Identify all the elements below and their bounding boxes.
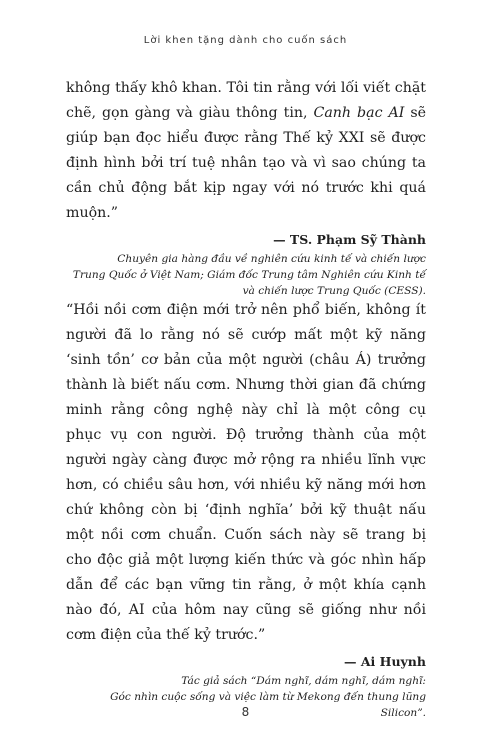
endorsement-2 xyxy=(66,298,426,721)
credential-line: Chuyên gia hàng đầu về nghiên cứu kinh tế và chiến lược xyxy=(117,253,426,265)
endorsement-1-text-before: không thấy khô khan. Tôi tin rằng với lối viết chặt chẽ, gọn gàng và giàu thông tin, xyxy=(66,80,426,121)
credential-line: và chiến lược Trung Quốc (CESS). xyxy=(242,285,426,297)
credential-line: Góc nhìn cuộc sống và việc làm từ Mekong đến thung lũng Silicon”. xyxy=(110,691,426,719)
credential-line: Trung Quốc ở Việt Nam; Giám đốc Trung tâm Nghiên cứu Kinh tế xyxy=(72,269,426,281)
endorsement-2-text: “Hồi nồi cơm điện mới trở nên phổ biến, không ít người đã lo rằng nó sẽ cướp mất một kỹ năng ‘sinh tồn’ cơ bản của một người (châu Á) trưởng thành là biết nấu cơm. Nhưng thời gian đã chứng minh rằng công nghệ này chỉ là một công cụ phục vụ con người. Độ trưởng thành của một người ngày càng được mở rộng ra nhiều lĩnh vực hơn, có chiều sâu hơn, với nhiều kỹ năng mới hơn chứ không còn bị ‘định nghĩa’ bởi kỹ thuật nấu một nồi cơm chuẩn. Cuốn sách này sẽ trang bị cho độc giả một lượng kiến thức và góc nhìn hấp dẫn để các bạn vững tin rằng, ở một khía cạnh nào đó, AI của hôm nay cũng sẽ giống như nồi cơm điện của thế kỷ trước.” xyxy=(66,302,426,643)
endorsement-2-author: — Ai Huynh xyxy=(344,654,426,669)
book-title: Canh bạc AI xyxy=(313,105,405,121)
endorsement-1-author: — TS. Phạm Sỹ Thành xyxy=(273,232,426,247)
credential-line: Tác giả sách “Dám nghĩ, dám nghĩ, dám nghĩ: xyxy=(181,675,426,687)
endorsement-1 xyxy=(66,76,426,299)
page-number: 8 xyxy=(241,705,250,719)
running-header: Lời khen tặng dành cho cuốn sách xyxy=(143,35,348,46)
endorsement-1-credentials xyxy=(66,251,426,299)
endorsement-1-text-after: sẽ giúp bạn đọc hiểu được rằng Thế kỷ XXI sẽ được định hình bởi trí tuệ nhân tạo và vì sao chúng ta cần chủ động bắt kịp ngay với nó trước khi quá muộn.” xyxy=(66,105,426,221)
endorsement-1-text xyxy=(66,76,426,226)
